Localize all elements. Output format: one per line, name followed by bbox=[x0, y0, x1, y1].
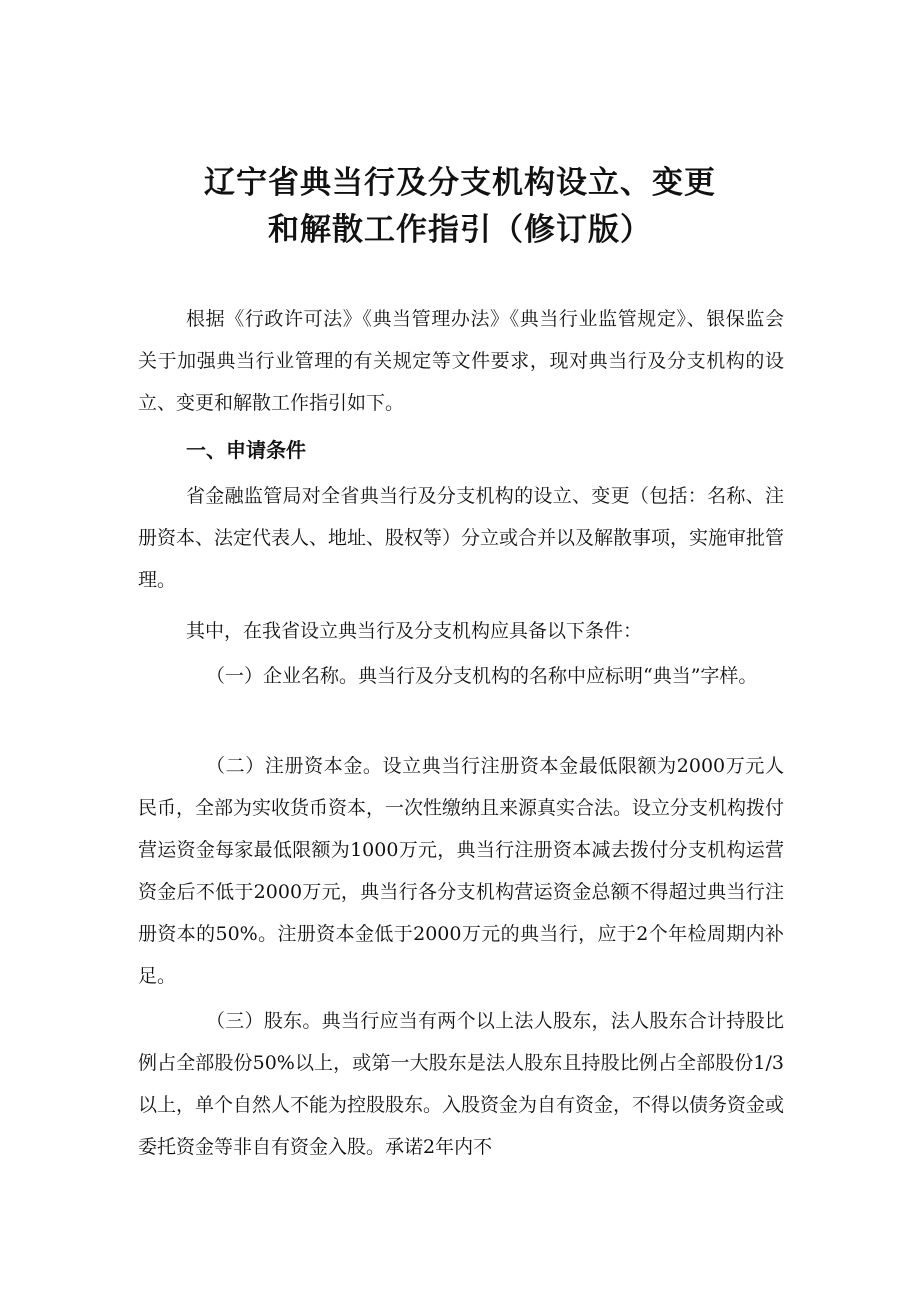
section1-paragraph-1-block bbox=[138, 475, 784, 601]
condition-item-company-name: （一）企业名称。典当行及分支机构的名称中应标明“典当”字样。 bbox=[206, 665, 758, 687]
section-heading-application-conditions: 一、申请条件 bbox=[186, 438, 306, 462]
section1-paragraph-2-block bbox=[138, 610, 784, 652]
condition-item-1-block bbox=[138, 655, 784, 697]
intro-paragraph: 根据《行政许可法》《典当管理办法》《典当行业监管规定》、银保监会关于加强典当行业管理的有关规定等文件要求，现对典当行及分支机构的设立、变更和解散工作指引如下。 bbox=[138, 308, 784, 414]
intro-block bbox=[138, 298, 784, 424]
condition-item-registered-capital: （二）注册资本金。设立典当行注册资本金最低限额为2000万元人民币，全部为实收货币资本，一次性缴纳且来源真实合法。设立分支机构拨付营运资金每家最低限额为1000万元，典当行注册资本减去拨付分支机构运营资金后不低于2000万元，典当行各分支机构营运资金总额不得超过典当行注册资本的50%。注册资本金低于2000万元的典当行，应于2个年检周期内补足。 bbox=[138, 755, 785, 987]
condition-item-2-block bbox=[138, 745, 784, 997]
document-title-line-2: 和解散工作指引（修订版） bbox=[268, 212, 652, 248]
condition-item-shareholders: （三）股东。典当行应当有两个以上法人股东，法人股东合计持股比例占全部股份50%以上，或第一大股东是法人股东且持股比例占全部股份1/3以上，单个自然人不能为控股股东。入股资金为自有资金，不得以债务资金或委托资金等非自有资金入股。承诺2年内不 bbox=[138, 1010, 785, 1158]
section1-paragraph-1: 省金融监管局对全省典当行及分支机构的设立、变更（包括：名称、注册资本、法定代表人、地址、股权等）分立或合并以及解散事项，实施审批管理。 bbox=[138, 485, 785, 591]
section1-paragraph-2: 其中，在我省设立典当行及分支机构应具备以下条件： bbox=[186, 620, 643, 642]
document-title-line-1: 辽宁省典当行及分支机构设立、变更 bbox=[204, 165, 716, 201]
condition-item-3-block bbox=[138, 1000, 784, 1168]
